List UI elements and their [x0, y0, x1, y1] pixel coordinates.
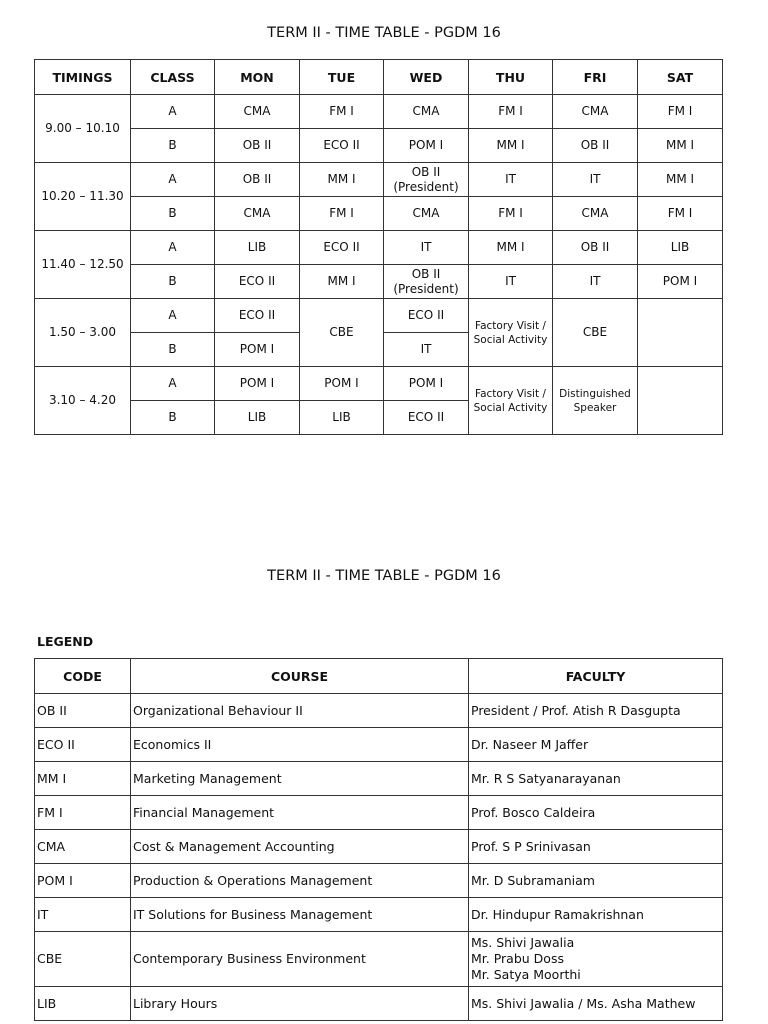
header-sat: SAT [638, 60, 723, 95]
cell-sat: POM I [638, 265, 723, 299]
faculty-cell: President / Prof. Atish R Dasgupta [469, 694, 723, 728]
table-row [35, 728, 723, 762]
cell-thu [469, 299, 553, 367]
cell-fri [553, 367, 638, 435]
table-row [35, 163, 723, 197]
course-cell: Production & Operations Management [131, 864, 469, 898]
cell-wed: POM I [384, 129, 469, 163]
course-cell: Library Hours [131, 987, 469, 1021]
cell-sat: LIB [638, 231, 723, 265]
header-fri: FRI [553, 60, 638, 95]
class-cell: B [131, 401, 215, 435]
time-cell: 10.20 – 11.30 [35, 163, 131, 231]
cell-tue: POM I [300, 367, 384, 401]
table-row [35, 762, 723, 796]
legend-table [34, 658, 723, 1021]
cell-wed [384, 163, 469, 197]
cell-tue: MM I [300, 265, 384, 299]
faculty-cell: Prof. Bosco Caldeira [469, 796, 723, 830]
code-cell: OB II [35, 694, 131, 728]
table-row [35, 129, 723, 163]
cell-wed: CMA [384, 197, 469, 231]
class-cell: B [131, 333, 215, 367]
cell-line: (President) [393, 281, 459, 296]
cell-sat: MM I [638, 129, 723, 163]
cell-wed: CMA [384, 95, 469, 129]
header-timings: TIMINGS [35, 60, 131, 95]
cell-wed: IT [384, 333, 469, 367]
time-cell: 1.50 – 3.00 [35, 299, 131, 367]
code-cell: CMA [35, 830, 131, 864]
cell-line: Factory Visit / [475, 387, 546, 400]
class-cell: B [131, 129, 215, 163]
code-cell: POM I [35, 864, 131, 898]
faculty-cell: Dr. Naseer M Jaffer [469, 728, 723, 762]
cell-mon: ECO II [215, 299, 300, 333]
header-faculty: FACULTY [469, 659, 723, 694]
cell-fri: OB II [553, 129, 638, 163]
class-cell: A [131, 299, 215, 333]
header-thu: THU [469, 60, 553, 95]
class-cell: A [131, 231, 215, 265]
cell-wed: IT [384, 231, 469, 265]
time-cell: 3.10 – 4.20 [35, 367, 131, 435]
cell-tue: FM I [300, 95, 384, 129]
cell-tue: LIB [300, 401, 384, 435]
faculty-line: Mr. Prabu Doss [471, 951, 564, 966]
cell-tue: FM I [300, 197, 384, 231]
cell-fri: IT [553, 163, 638, 197]
cell-wed: POM I [384, 367, 469, 401]
cell-mon: LIB [215, 231, 300, 265]
cell-sat [638, 367, 723, 435]
cell-mon: OB II [215, 129, 300, 163]
cell-thu [469, 367, 553, 435]
table-row [35, 197, 723, 231]
faculty-cell: Ms. Shivi Jawalia / Ms. Asha Mathew [469, 987, 723, 1021]
header-course: COURSE [131, 659, 469, 694]
cell-line: Distinguished [559, 387, 631, 400]
cell-mon: OB II [215, 163, 300, 197]
cell-sat: FM I [638, 197, 723, 231]
code-cell: FM I [35, 796, 131, 830]
timetable-header-row [35, 60, 723, 95]
cell-tue: ECO II [300, 231, 384, 265]
cell-line: Factory Visit / [475, 319, 546, 332]
cell-line: Speaker [573, 401, 617, 414]
cell-mon: CMA [215, 95, 300, 129]
faculty-cell: Dr. Hindupur Ramakrishnan [469, 898, 723, 932]
table-row [35, 864, 723, 898]
code-cell: IT [35, 898, 131, 932]
header-class: CLASS [131, 60, 215, 95]
code-cell: LIB [35, 987, 131, 1021]
cell-line: Social Activity [473, 333, 548, 346]
legend-page-title: TERM II - TIME TABLE - PGDM 16 [267, 568, 501, 584]
table-row [35, 265, 723, 299]
cell-fri: IT [553, 265, 638, 299]
header-code: CODE [35, 659, 131, 694]
cell-line: Social Activity [473, 401, 548, 414]
timetable [34, 59, 723, 435]
legend-header-row [35, 659, 723, 694]
cell-tue: MM I [300, 163, 384, 197]
faculty-cell: Mr. R S Satyanarayanan [469, 762, 723, 796]
course-cell: Financial Management [131, 796, 469, 830]
class-cell: A [131, 163, 215, 197]
cell-mon: POM I [215, 367, 300, 401]
cell-tue: ECO II [300, 129, 384, 163]
cell-line: (President) [393, 179, 459, 194]
faculty-cell: Prof. S P Srinivasan [469, 830, 723, 864]
cell-fri: CMA [553, 95, 638, 129]
cell-sat [638, 299, 723, 367]
course-cell: Contemporary Business Environment [131, 932, 469, 987]
cell-fri: CBE [553, 299, 638, 367]
course-cell: Organizational Behaviour II [131, 694, 469, 728]
table-row [35, 987, 723, 1021]
table-row [35, 898, 723, 932]
course-cell: Marketing Management [131, 762, 469, 796]
faculty-cell: Mr. D Subramaniam [469, 864, 723, 898]
table-row [35, 932, 723, 987]
table-row [35, 694, 723, 728]
table-row [35, 231, 723, 265]
cell-thu: MM I [469, 129, 553, 163]
class-cell: A [131, 367, 215, 401]
time-cell: 9.00 – 10.10 [35, 95, 131, 163]
course-cell: IT Solutions for Business Management [131, 898, 469, 932]
cell-wed: ECO II [384, 299, 469, 333]
legend-label: LEGEND [37, 634, 94, 649]
cell-wed [384, 265, 469, 299]
timetable-title: TERM II - TIME TABLE - PGDM 16 [267, 25, 501, 41]
table-row [35, 796, 723, 830]
header-tue: TUE [300, 60, 384, 95]
cell-fri: OB II [553, 231, 638, 265]
class-cell: B [131, 265, 215, 299]
table-row [35, 95, 723, 129]
cell-sat: MM I [638, 163, 723, 197]
course-cell: Economics II [131, 728, 469, 762]
cell-thu: MM I [469, 231, 553, 265]
cell-sat: FM I [638, 95, 723, 129]
time-cell: 11.40 – 12.50 [35, 231, 131, 299]
table-row [35, 367, 723, 401]
cell-fri: CMA [553, 197, 638, 231]
cell-line: OB II [411, 164, 441, 179]
cell-mon: ECO II [215, 265, 300, 299]
cell-thu: IT [469, 265, 553, 299]
cell-line: OB II [411, 266, 441, 281]
class-cell: A [131, 95, 215, 129]
class-cell: B [131, 197, 215, 231]
cell-mon: CMA [215, 197, 300, 231]
table-row [35, 299, 723, 333]
cell-mon: LIB [215, 401, 300, 435]
code-cell: MM I [35, 762, 131, 796]
faculty-cell [469, 932, 723, 987]
cell-mon: POM I [215, 333, 300, 367]
table-row [35, 830, 723, 864]
faculty-line: Ms. Shivi Jawalia [471, 935, 575, 950]
header-wed: WED [384, 60, 469, 95]
cell-tue: CBE [300, 299, 384, 367]
code-cell: ECO II [35, 728, 131, 762]
faculty-line: Mr. Satya Moorthi [471, 967, 581, 982]
header-mon: MON [215, 60, 300, 95]
cell-wed: ECO II [384, 401, 469, 435]
course-cell: Cost & Management Accounting [131, 830, 469, 864]
cell-thu: IT [469, 163, 553, 197]
cell-thu: FM I [469, 95, 553, 129]
cell-thu: FM I [469, 197, 553, 231]
code-cell: CBE [35, 932, 131, 987]
